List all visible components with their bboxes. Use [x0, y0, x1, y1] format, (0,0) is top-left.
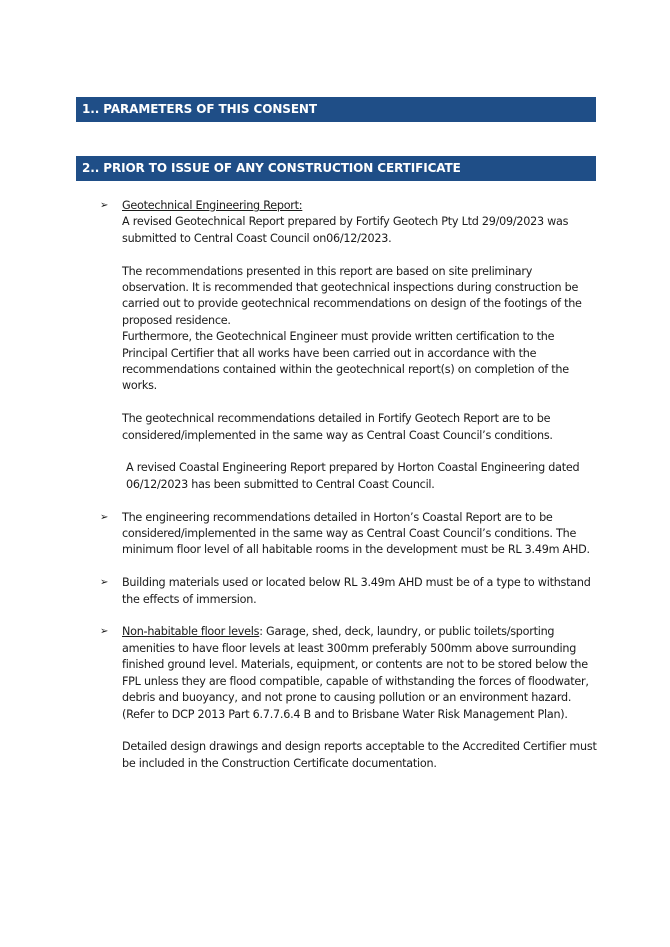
- list-item-materials: [100, 575, 600, 608]
- section-heading-prior-to-certificate: 2.. PRIOR TO ISSUE OF ANY CONSTRUCTION CERTIFICATE: [76, 156, 596, 181]
- list-item-coastal: [100, 510, 600, 559]
- geotech-paragraph-4: The geotechnical recommendations detailed in Fortify Geotech Report are to be considered/implemented in the same way as Central Coast Council’s conditions.: [122, 412, 553, 442]
- geotech-heading: Geotechnical Engineering Report:: [122, 199, 303, 212]
- section-heading-parameters: 1.. PARAMETERS OF THIS CONSENT: [76, 97, 596, 122]
- non-habitable-text: : Garage, shed, deck, laundry, or public toilets/sporting amenities to have floor levels at least 300mm preferably 500mm above surrounding finished ground level. Materials, equipment, or contents are not to be stored below the FPL unless they are flood compatible, capable of withstanding the forces of floodwater, debris and buoyancy, and not prone to causing pollution or an environment hazard. (Refer to DCP 2013 Part 6.7.7.6.4 B and to Brisbane Water Risk Management Plan).: [122, 625, 589, 721]
- materials-paragraph: Building materials used or located below RL 3.49m AHD must be of a type to withstand the effects of immersion.: [122, 576, 591, 606]
- list-item-geotechnical: [100, 198, 600, 493]
- non-habitable-heading: Non-habitable floor levels: [122, 625, 260, 639]
- arrow-bullet-icon: ➢: [100, 626, 109, 638]
- section-2-content: [100, 198, 600, 772]
- geotech-paragraph-2: The recommendations presented in this report are based on site preliminary observation. It is recommended that geotechnical inspections during construction be carried out to provide geotechnical recommendations on design of the footings of the proposed residence.: [122, 264, 582, 327]
- coastal-paragraph: The engineering recommendations detailed in Horton’s Coastal Report are to be considered/implemented in the same way as Central Coast Council’s conditions. The minimum floor level of all habitable rooms in the development must be RL 3.49m AHD.: [122, 510, 590, 557]
- arrow-bullet-icon: ➢: [100, 200, 109, 211]
- geotech-paragraph-3: Furthermore, the Geotechnical Engineer must provide written certification to the Principal Certifier that all works have been carried out in accordance with the recommendations contained within the geotechnical report(s) on completion of the works.: [122, 330, 569, 393]
- non-habitable-paragraph: [122, 624, 600, 722]
- arrow-bullet-icon: ➢: [100, 511, 109, 523]
- list-item-non-habitable: [100, 624, 600, 772]
- geotech-paragraph-1: A revised Geotechnical Report prepared by Fortify Geotech Pty Ltd 29/09/2023 was submitted to Central Coast Council on06/12/2023.: [122, 215, 569, 245]
- non-habitable-paragraph-2: Detailed design drawings and design reports acceptable to the Accredited Certifier must be included in the Construction Certificate documentation.: [122, 740, 597, 770]
- arrow-bullet-icon: ➢: [100, 577, 109, 589]
- geotech-paragraph-5: A revised Coastal Engineering Report prepared by Horton Coastal Engineering dated 06/12/2023 has been submitted to Central Coast Council.: [126, 461, 580, 491]
- geotech-heading-line: [122, 198, 600, 214]
